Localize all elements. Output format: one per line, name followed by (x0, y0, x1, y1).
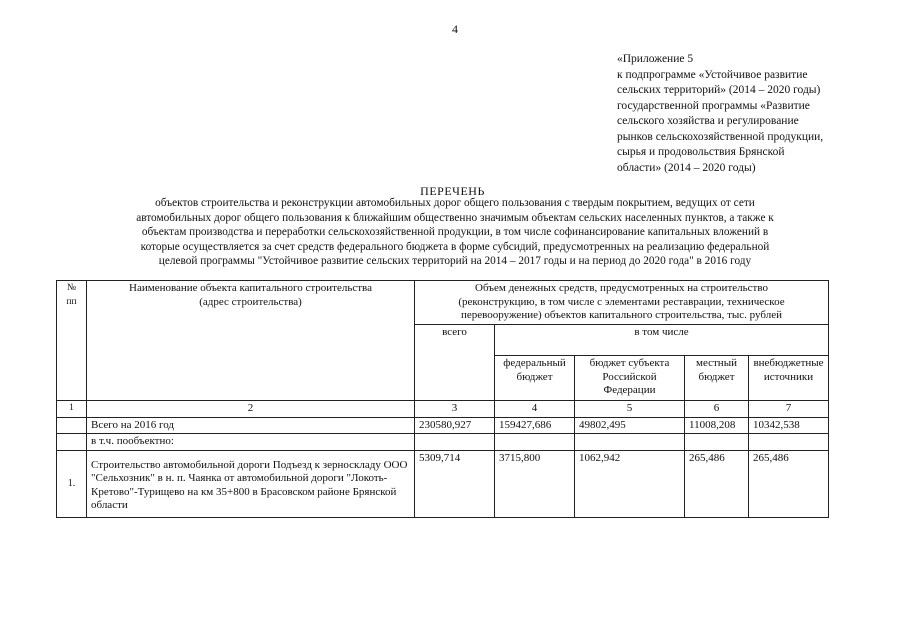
subheader-label: в т.ч. пообъектно: (87, 434, 415, 451)
row-local: 265,486 (685, 450, 749, 517)
total-row-extra: 10342,538 (749, 417, 829, 434)
header-federal: федеральный бюджет (495, 356, 575, 401)
row-num: 1. (57, 450, 87, 517)
header-extra: внебюджетные источники (749, 356, 829, 401)
total-row-federal: 159427,686 (495, 417, 575, 434)
row-federal: 3715,800 (495, 450, 575, 517)
document-title: ПЕРЕЧЕНЬ (420, 184, 485, 198)
subheader-empty-5 (575, 434, 685, 451)
total-row-label: Всего на 2016 год (87, 417, 415, 434)
total-row-total: 230580,927 (415, 417, 495, 434)
document-subtitle: объектов строительства и реконструкции автомобильных дорог общего пользования с твердым покрытием, ведущих от сети автомобильных дорог общего пользования к ближайшим общественно значимым объектам сельских населенных пунктов, а также к объектам производства и переработки сельскохозяйственной продукции, в том числе софинансирование капитальных вложений в которые осуществляется за счет средств федерального бюджета в форме субсидий, предусмотренных на реализацию федеральной целевой программы "Устойчивое развитие сельских территорий на 2014 – 2017 годы и на период до 2020 года" в 2016 году (136, 197, 774, 268)
page-number: 4 (452, 22, 458, 36)
subheader-row (57, 434, 829, 451)
col-number-6: 6 (685, 401, 749, 418)
subheader-empty-1 (57, 434, 87, 451)
subheader-empty-7 (749, 434, 829, 451)
subheader-empty-4 (495, 434, 575, 451)
col-number-7: 7 (749, 401, 829, 418)
total-row-regional: 49802,495 (575, 417, 685, 434)
subheader-empty-3 (415, 434, 495, 451)
col-number-3: 3 (415, 401, 495, 418)
row-extra: 265,486 (749, 450, 829, 517)
header-total: всего (415, 325, 495, 401)
col-number-1: 1 (57, 401, 87, 418)
total-row-num (57, 417, 87, 434)
header-num: № пп (57, 281, 87, 401)
funding-table (56, 280, 829, 518)
subheader-empty-6 (685, 434, 749, 451)
table-row (57, 450, 829, 517)
header-including: в том числе (495, 325, 829, 356)
row-name: Строительство автомобильной дороги Подъезд к зерноскладу ООО "Сельхозник" в н. п. Чаянка от автомобильной дороги "Локоть-Кретово"-Турищево на км 35+800 в Брасовском районе Брянской области (87, 450, 415, 517)
header-local: местный бюджет (685, 356, 749, 401)
row-total: 5309,714 (415, 450, 495, 517)
total-row-local: 11008,208 (685, 417, 749, 434)
header-regional: бюджет субъекта Российской Федерации (575, 356, 685, 401)
total-row (57, 417, 829, 434)
header-funding: Объем денежных средств, предусмотренных на строительство (реконструкцию, в том числе с элементами реставрации, техническое перевооружение) объектов капитального строительства, тыс. рублей (415, 281, 829, 325)
appendix-note: «Приложение 5 к подпрограмме «Устойчивое развитие сельских территорий» (2014 – 2020 годы) государственной программы «Развитие сельского хозяйства и регулирование рынков сельскохозяйственной продукции, сырья и продовольствия Брянской области» (2014 – 2020 годы) (617, 53, 824, 174)
row-regional: 1062,942 (575, 450, 685, 517)
col-number-2: 2 (87, 401, 415, 418)
col-number-4: 4 (495, 401, 575, 418)
header-name: Наименование объекта капитального строительства (адрес строительства) (87, 281, 415, 401)
col-number-5: 5 (575, 401, 685, 418)
